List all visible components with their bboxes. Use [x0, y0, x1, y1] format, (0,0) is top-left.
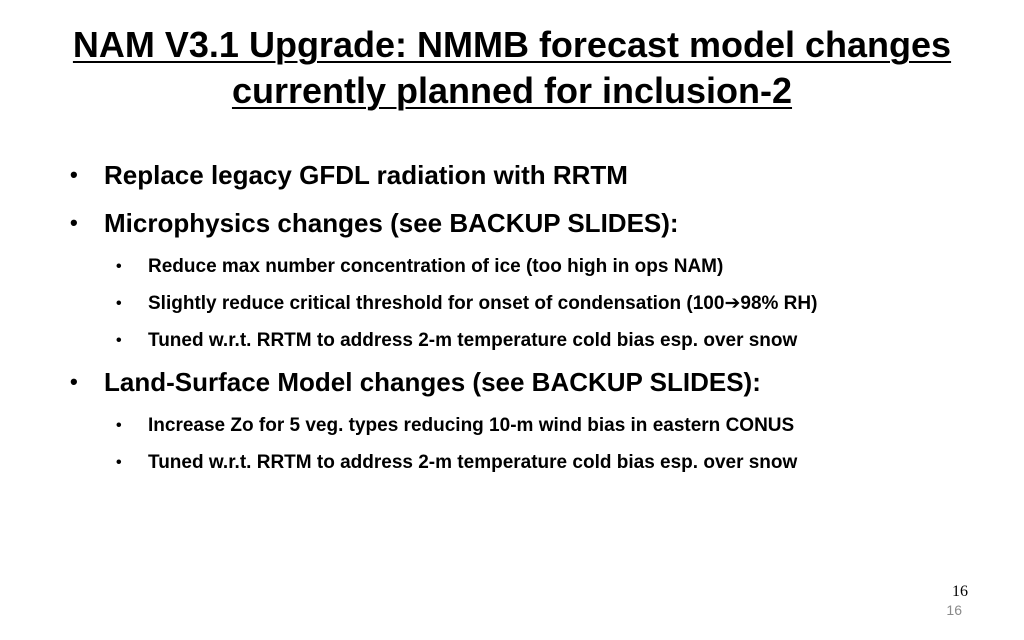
sub-bullet-text: Reduce max number concentration of ice (too high in ops NAM) — [148, 256, 724, 277]
right-arrow-icon: ➔ — [724, 293, 741, 314]
bullet-microphysics — [70, 206, 970, 240]
sub-bullet-rrtm-tuning-lsm — [70, 450, 970, 476]
bullet-replace-radiation — [70, 158, 970, 192]
bullet-land-surface — [70, 365, 970, 399]
slide-title: NAM V3.1 Upgrade: NMMB forecast model changes currently planned for inclusion-2 — [72, 24, 952, 111]
page-number: 16 — [952, 583, 968, 600]
sub-bullet-icon: • — [116, 417, 122, 434]
sub-bullet-text: Tuned w.r.t. RRTM to address 2-m temperature cold bias esp. over snow — [148, 330, 798, 351]
bullet-text: Land-Surface Model changes (see BACKUP SLIDES): — [104, 367, 761, 397]
bullet-text: Microphysics changes (see BACKUP SLIDES): — [104, 208, 679, 238]
bullet-icon: • — [70, 210, 78, 235]
sub-bullet-condensation-threshold — [70, 291, 970, 317]
sub-bullet-text-post: 98% RH) — [740, 293, 818, 314]
sub-bullet-icon: • — [116, 454, 122, 471]
bullet-list — [70, 158, 970, 487]
page-number-secondary: 16 — [946, 602, 962, 618]
sub-bullet-text: Tuned w.r.t. RRTM to address 2-m temperature cold bias esp. over snow — [148, 452, 798, 473]
bullet-text: Replace legacy GFDL radiation with RRTM — [104, 160, 628, 190]
sub-bullet-rrtm-tuning — [70, 328, 970, 354]
sub-bullet-icon: • — [116, 332, 122, 349]
bullet-icon: • — [70, 369, 78, 394]
sub-bullet-icon: • — [116, 295, 122, 312]
sub-bullet-roughness-length — [70, 413, 970, 439]
bullet-icon: • — [70, 162, 78, 187]
sub-bullet-text-pre: Slightly reduce critical threshold for onset of condensation (100 — [148, 293, 725, 314]
sub-bullet-text: Increase Zo for 5 veg. types reducing 10-m wind bias in eastern CONUS — [148, 415, 795, 436]
sub-bullet-icon: • — [116, 258, 122, 275]
sub-bullet-ice-concentration — [70, 254, 970, 280]
